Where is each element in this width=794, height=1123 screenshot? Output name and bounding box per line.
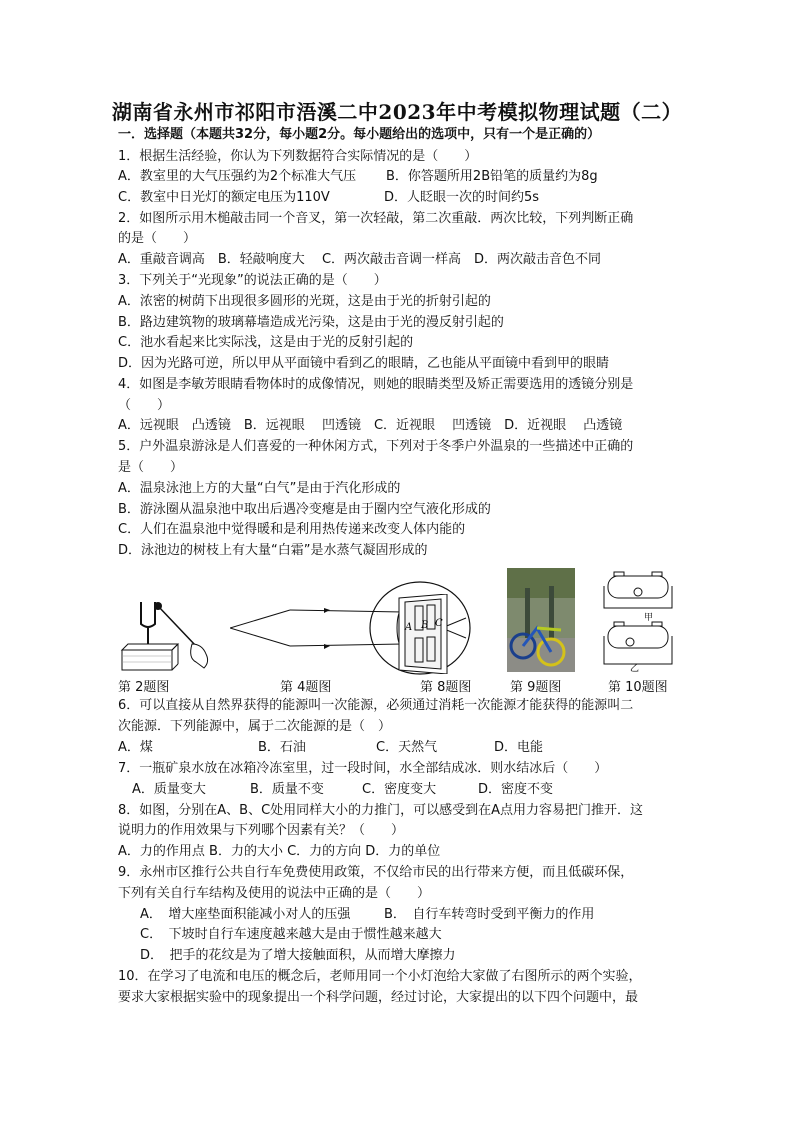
question-1-options-row1 (118, 168, 678, 186)
q1-option-c[interactable]: C．教室中日光灯的额定电压为110V (118, 190, 330, 205)
label-jia: 甲 (644, 613, 654, 623)
figure-bicycle-photo (507, 568, 575, 672)
q3-option-b[interactable]: B．路边建筑物的玻璃幕墙造成光污染，这是由于光的漫反射引起的 (118, 315, 504, 330)
question-10-stem-line2: 要求大家根据实验中的现象提出一个科学问题，经过讨论，大家提出的以下四个问题中，最 (118, 990, 639, 1005)
q1-option-a[interactable]: A．教室里的大气压强约为2个标准大气压 (118, 169, 357, 184)
q5-option-d[interactable]: D．泳池边的树枝上有大量“白霜”是水蒸气凝固形成的 (118, 543, 428, 558)
label-yi: 乙 (630, 664, 640, 672)
q3-option-d[interactable]: D．因为光路可逆，所以甲从平面镜中看到乙的眼睛，乙也能从平面镜中看到甲的眼睛 (118, 356, 610, 371)
question-6-options (118, 739, 678, 757)
question-1-options-row2 (118, 189, 678, 207)
q1-option-b[interactable]: B．你答题所用2B铅笔的质量约为8g (386, 169, 598, 184)
question-8-stem-line2: 说明力的作用效果与下列哪个因素有关？（ ） (118, 823, 405, 838)
question-2-options[interactable]: A．重敲音调高 B．轻敲响度大 C．两次敲击音调一样高 D．两次敲击音色不同 (118, 252, 602, 267)
door-label-b: B (421, 620, 429, 631)
q9-option-b[interactable]: B． 自行车转弯时受到平衡力的作用 (384, 907, 595, 922)
figure-eye-imaging (230, 578, 500, 678)
q3-option-c[interactable]: C．池水看起来比实际浅，这是由于光的反射引起的 (118, 335, 414, 350)
q5-option-c[interactable]: C．人们在温泉池中觉得暖和是利用热传递来改变人体内能的 (118, 522, 466, 537)
question-2-stem-line1: 2．如图所示用木槌敲击同一个音叉，第一次轻敲，第二次重敲．两次比较，下列判断正确 (118, 211, 634, 226)
question-4-options[interactable]: A．远视眼 凸透镜 B．远视眼 凹透镜 C．近视眼 凹透镜 D．近视眼 凸透镜 (118, 418, 623, 433)
figure-circuits (600, 568, 676, 672)
q7-option-d[interactable]: D．密度不变 (478, 782, 554, 797)
question-4-stem-line2: （ ） (118, 398, 171, 413)
question-3-stem: 3．下列关于“光现象”的说法正确的是（ ） (118, 273, 387, 288)
caption-fig-9: 第 9题图 (510, 680, 562, 695)
question-5-stem-line1: 5．户外温泉游泳是人们喜爱的一种休闲方式，下列对于冬季户外温泉的一些描述中正确的 (118, 439, 634, 454)
figure-tuning-fork (118, 594, 218, 674)
question-7-stem: 7．一瓶矿泉水放在冰箱冷冻室里，过一段时间，水全部结成冰．则水结冰后（ ） (118, 761, 608, 776)
q1-option-d[interactable]: D．人眨眼一次的时间约5s (384, 190, 540, 205)
question-10-stem-line1: 10．在学习了电流和电压的概念后，老师用同一个小灯泡给大家做了右图所示的两个实验， (118, 969, 642, 984)
question-2-stem-line2: 的是（ ） (118, 231, 197, 246)
question-4-stem-line1: 4．如图是李敏芳眼睛看物体时的成像情况，则她的眼睛类型及矫正需要选用的透镜分别是 (118, 377, 634, 392)
question-6-stem-line2: 次能源．下列能源中，属于二次能源的是（ ） (118, 719, 392, 734)
section-heading: 一．选择题（本题共32分，每小题2分。每小题给出的选项中，只有一个是正确的） (118, 127, 601, 142)
q9-option-c[interactable]: C． 下坡时自行车速度越来越大是由于惯性越来越大 (140, 927, 442, 942)
q3-option-a[interactable]: A．浓密的树荫下出现很多圆形的光斑，这是由于光的折射引起的 (118, 294, 491, 309)
q5-option-b[interactable]: B．游泳圈从温泉池中取出后遇冷变瘪是由于圈内空气液化形成的 (118, 502, 491, 517)
q5-option-a[interactable]: A．温泉泳池上方的大量“白气”是由于汽化形成的 (118, 481, 401, 496)
q6-option-a[interactable]: A．煤 (118, 740, 153, 755)
question-9-stem-line1: 9．永州市区推行公共自行车免费使用政策，不仅给市民的出行带来方便，而且低碳环保， (118, 865, 634, 880)
page-title: 湖南省永州市祁阳市浯溪二中2023年中考模拟物理试题（二） (111, 100, 683, 124)
caption-fig-8: 第 8题图 (420, 680, 472, 695)
door-label-c: C (435, 618, 443, 629)
question-8-stem-line1: 8．如图，分别在A、B、C处用同样大小的力推门，可以感受到在A点用力容易把门推开．这 (118, 803, 644, 818)
q6-option-b[interactable]: B．石油 (258, 740, 306, 755)
q7-option-a[interactable]: A．质量变大 (132, 782, 206, 797)
question-6-stem-line1: 6．可以直接从自然界获得的能源叫一次能源，必须通过消耗一次能源才能获得的能源叫二 (118, 698, 634, 713)
caption-fig-4: 第 4题图 (280, 680, 332, 695)
caption-fig-10: 第 10题图 (608, 680, 668, 695)
question-8-options[interactable]: A．力的作用点 B．力的大小 C．力的方向 D．力的单位 (118, 844, 441, 859)
figure-door (395, 594, 455, 674)
q6-option-c[interactable]: C．天然气 (376, 740, 438, 755)
q9-option-a[interactable]: A． 增大座垫面积能减小对人的压强 (140, 907, 351, 922)
caption-fig-2: 第 2题图 (118, 680, 170, 695)
q6-option-d[interactable]: D．电能 (494, 740, 544, 755)
figures-row (110, 566, 680, 696)
q7-option-c[interactable]: C．密度变大 (362, 782, 437, 797)
question-1-stem: 1．根据生活经验，你认为下列数据符合实际情况的是（ ） (118, 149, 478, 164)
q7-option-b[interactable]: B．质量不变 (250, 782, 324, 797)
question-9-stem-line2: 下列有关自行车结构及使用的说法中正确的是（ ） (118, 886, 431, 901)
door-label-a: A (405, 622, 413, 633)
question-5-stem-line2: 是（ ） (118, 460, 184, 475)
q9-option-d[interactable]: D． 把手的花纹是为了增大接触面积，从而增大摩擦力 (140, 948, 456, 963)
